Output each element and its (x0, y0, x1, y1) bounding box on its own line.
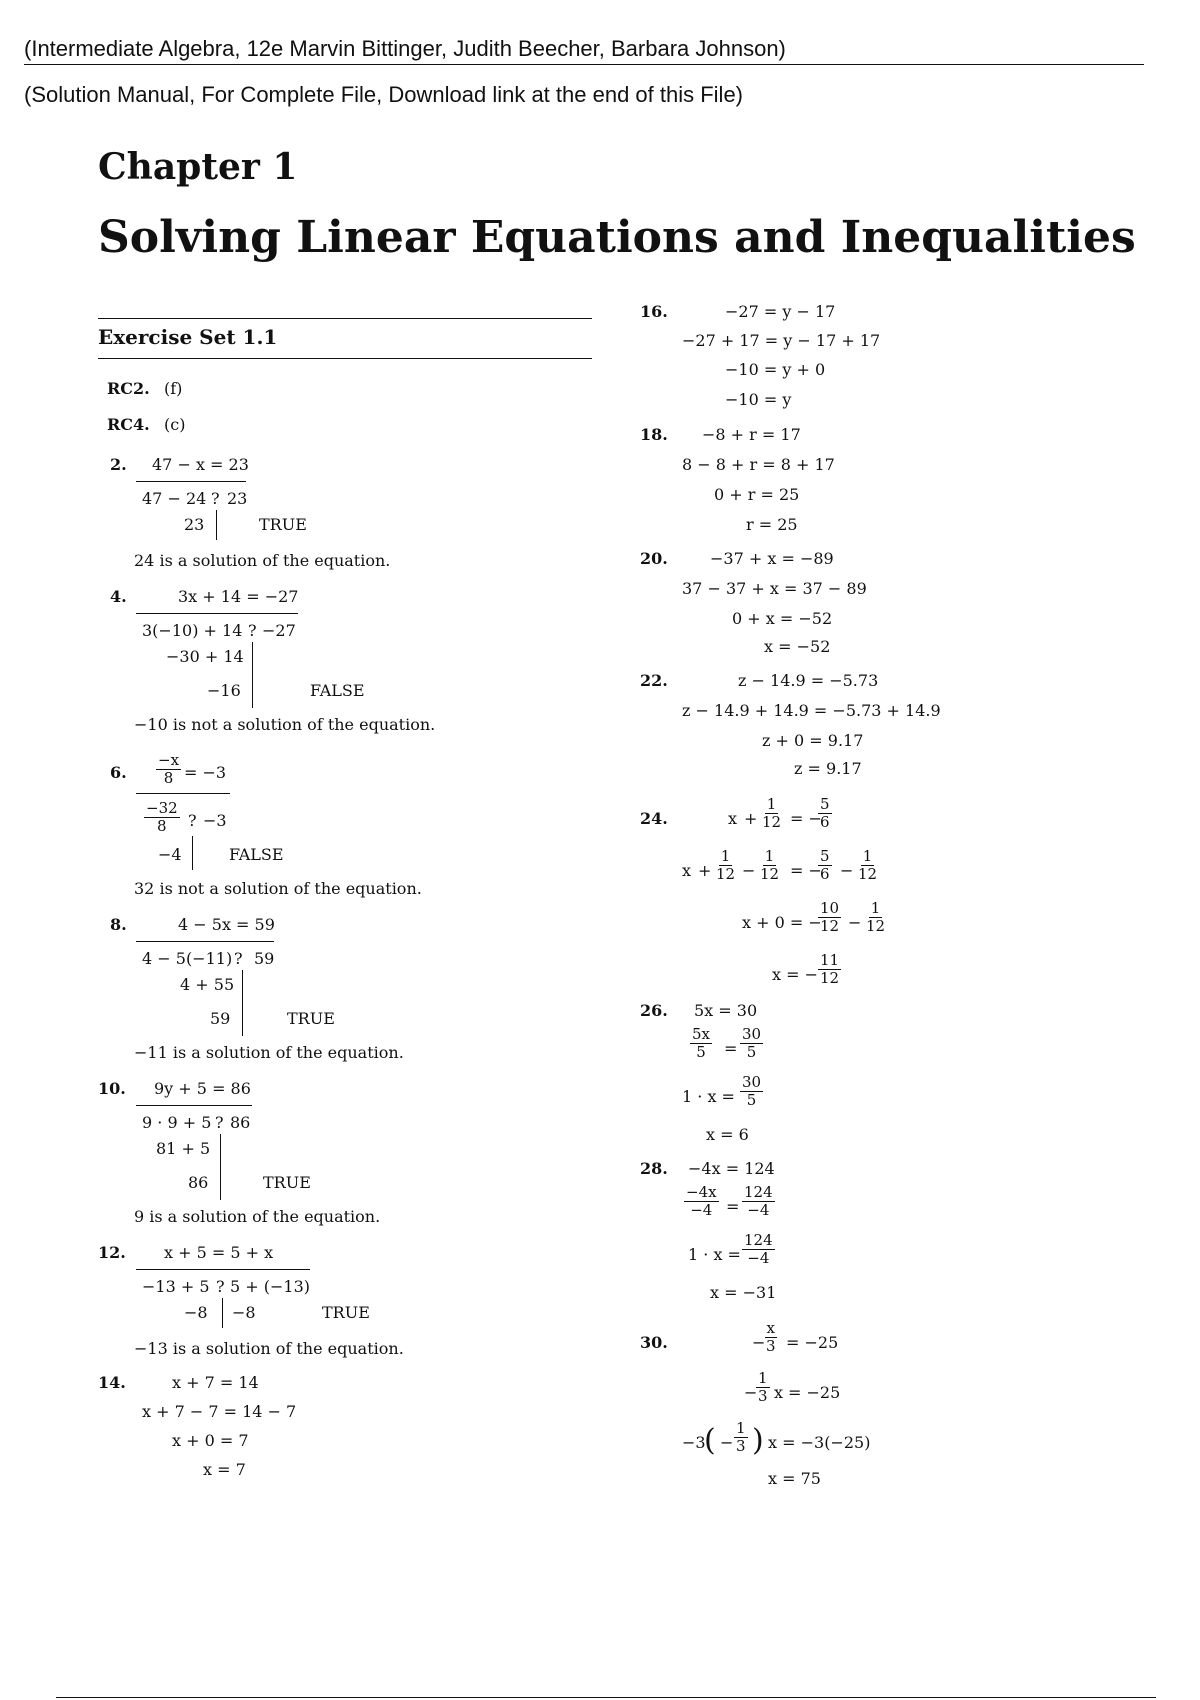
step: x = −3(−25) (768, 1433, 871, 1452)
problem-number: 22. (640, 671, 668, 690)
step: x = 6 (706, 1125, 749, 1144)
step: z = 9.17 (794, 759, 862, 778)
verdict: FALSE (229, 845, 284, 864)
step: 5x = 30 (694, 1001, 758, 1020)
conclusion: 24 is a solution of the equation. (134, 551, 391, 570)
step: 8 − 8 + r = 8 + 17 (682, 455, 835, 474)
equation: 47 − x = 23 (152, 455, 249, 474)
answer: (f) (164, 379, 183, 398)
conclusion: 32 is not a solution of the equation. (134, 879, 422, 898)
step: −10 = y (725, 390, 792, 409)
check-left: 47 − 24 (142, 489, 207, 508)
right-paren: ) (752, 1423, 764, 1458)
check-value: 23 (184, 515, 205, 534)
check-right: −27 (262, 621, 296, 640)
check-mark: ? (215, 1113, 224, 1132)
step: 1 · x = (682, 1087, 735, 1106)
check-mark: ? (216, 1277, 225, 1296)
answer: (c) (164, 415, 186, 434)
equation-rhs: = −3 (184, 763, 227, 782)
verdict: TRUE (259, 515, 307, 534)
check-rule (136, 1105, 252, 1106)
equals: = (724, 1039, 738, 1058)
check-value-left: −8 (184, 1303, 208, 1322)
operator: + (698, 861, 712, 880)
fraction: 5 6 (820, 795, 830, 831)
step: z + 0 = 9.17 (762, 731, 864, 750)
step: −27 = y − 17 (725, 302, 836, 321)
check-value: −16 (207, 681, 241, 700)
step: −8 + r = 17 (702, 425, 801, 444)
fraction: −4x −4 (686, 1183, 717, 1219)
problem-number: 8. (110, 915, 127, 934)
check-left: 3(−10) + 14 (142, 621, 243, 640)
fraction: 5 6 (820, 847, 830, 883)
check-mark: ? (188, 811, 197, 830)
step: −37 + x = −89 (710, 549, 834, 568)
operator: − (752, 1333, 766, 1352)
check-right: 5 + (−13) (230, 1277, 311, 1296)
exercise-set-title: Exercise Set 1.1 (98, 325, 278, 349)
check-divider (220, 1134, 221, 1200)
check-right: −3 (203, 811, 227, 830)
check-left: 9 · 9 + 5 (142, 1113, 212, 1132)
problem-number: 28. (640, 1159, 668, 1178)
equation: 4 − 5x = 59 (178, 915, 275, 934)
fraction: 30 5 (742, 1025, 762, 1061)
fraction: 30 5 (742, 1073, 762, 1109)
check-step: 81 + 5 (156, 1139, 211, 1158)
variable: x (774, 1383, 784, 1402)
conclusion: −13 is a solution of the equation. (134, 1339, 404, 1358)
check-rule (136, 481, 246, 482)
fraction: x 3 (766, 1319, 776, 1355)
verdict: TRUE (287, 1009, 335, 1028)
problem-number: 2. (110, 455, 127, 474)
source-header: (Intermediate Algebra, 12e Marvin Bittinger, Judith Beecher, Barbara Johnson) (24, 36, 1144, 65)
check-step: 4 + 55 (180, 975, 235, 994)
step: x = 75 (768, 1469, 821, 1488)
operator: − (720, 1433, 734, 1452)
footer-rule (56, 1697, 1156, 1698)
check-left: −13 + 5 (142, 1277, 210, 1296)
fraction: 1 12 (858, 847, 878, 883)
fraction: 124 −4 (744, 1183, 773, 1219)
problem-number: 18. (640, 425, 668, 444)
check-value: 86 (188, 1173, 209, 1192)
operator: − (742, 861, 756, 880)
step: x = − (772, 965, 819, 984)
step: x = −31 (710, 1283, 777, 1302)
check-value: −4 (158, 845, 182, 864)
check-divider (252, 642, 253, 708)
fraction: 1 12 (866, 899, 886, 935)
chapter-title: Solving Linear Equations and Inequalities (98, 212, 1136, 263)
problem-number: 30. (640, 1333, 668, 1352)
step: 0 + x = −52 (732, 609, 833, 628)
step: x + 7 − 7 = 14 − 7 (142, 1402, 297, 1421)
verdict: TRUE (263, 1173, 311, 1192)
conclusion: −10 is not a solution of the equation. (134, 715, 436, 734)
check-mark: ? (248, 621, 257, 640)
problem-number: 6. (110, 763, 127, 782)
equation: 9y + 5 = 86 (154, 1079, 251, 1098)
problem-number: 24. (640, 809, 668, 828)
fraction: 1 12 (716, 847, 736, 883)
check-mark: ? (234, 949, 243, 968)
check-divider (216, 510, 217, 540)
check-divider (192, 836, 193, 870)
fraction: 1 12 (762, 795, 782, 831)
check-right: 86 (230, 1113, 251, 1132)
operator: − (744, 1383, 758, 1402)
check-divider (242, 970, 243, 1036)
fraction: 5x 5 (692, 1025, 711, 1061)
problem-number: 14. (98, 1373, 126, 1392)
step: −4x = 124 (688, 1159, 775, 1178)
operator: − (840, 861, 854, 880)
operator: + (744, 809, 758, 828)
problem-number: 16. (640, 302, 668, 321)
left-paren: ( (704, 1423, 716, 1458)
coefficient: −3 (682, 1433, 706, 1452)
step: x + 0 = 7 (172, 1431, 249, 1450)
check-right: 59 (254, 949, 275, 968)
chapter-heading: Chapter 1 (98, 146, 298, 188)
fraction: 1 3 (758, 1369, 768, 1405)
rule-top (98, 318, 592, 319)
step: x + 0 = − (742, 913, 822, 932)
problem-number: RC4. (107, 415, 150, 434)
fraction: 1 12 (760, 847, 780, 883)
fraction: 1 3 (736, 1419, 746, 1455)
variable: x (728, 809, 738, 828)
check-step: −30 + 14 (166, 647, 244, 666)
step: 37 − 37 + x = 37 − 89 (682, 579, 867, 598)
fraction: 10 12 (820, 899, 840, 935)
equation-fraction: −x 8 (158, 751, 180, 787)
rhs: = −25 (788, 1383, 841, 1402)
verdict: FALSE (310, 681, 365, 700)
equation: x + 5 = 5 + x (164, 1243, 274, 1262)
check-divider (222, 1298, 223, 1328)
rule-bottom (98, 358, 592, 359)
step: x + 7 = 14 (172, 1373, 259, 1392)
step: r = 25 (746, 515, 798, 534)
check-rule (136, 793, 230, 794)
operator: − (848, 913, 862, 932)
problem-number: 20. (640, 549, 668, 568)
variable: x (682, 861, 692, 880)
problem-number: 26. (640, 1001, 668, 1020)
check-rule (136, 941, 274, 942)
step: 0 + r = 25 (714, 485, 800, 504)
check-rule (136, 1269, 310, 1270)
rhs: = −25 (786, 1333, 839, 1352)
fraction: 124 −4 (744, 1231, 773, 1267)
check-left: 4 − 5(−11) (142, 949, 233, 968)
step: z − 14.9 + 14.9 = −5.73 + 14.9 (682, 701, 941, 720)
equals-neg: = − (790, 809, 822, 828)
step: z − 14.9 = −5.73 (738, 671, 879, 690)
conclusion: 9 is a solution of the equation. (134, 1207, 381, 1226)
solution-manual-note: (Solution Manual, For Complete File, Download link at the end of this File) (24, 82, 744, 107)
problem-number: 10. (98, 1079, 126, 1098)
check-value: 59 (210, 1009, 231, 1028)
step: 1 · x = (688, 1245, 741, 1264)
step: −27 + 17 = y − 17 + 17 (682, 331, 881, 350)
check-right: 23 (227, 489, 248, 508)
equals: = (726, 1197, 740, 1216)
step: x = −52 (764, 637, 831, 656)
step: x = 7 (203, 1460, 246, 1479)
problem-number: RC2. (107, 379, 150, 398)
problem-number: 12. (98, 1243, 126, 1262)
equation: 3x + 14 = −27 (178, 587, 299, 606)
verdict: TRUE (322, 1303, 370, 1322)
step: −10 = y + 0 (725, 360, 826, 379)
conclusion: −11 is a solution of the equation. (134, 1043, 404, 1062)
fraction: 11 12 (820, 951, 840, 987)
equals-neg: = − (790, 861, 822, 880)
check-mark: ? (211, 489, 220, 508)
problem-number: 4. (110, 587, 127, 606)
check-value-right: −8 (232, 1303, 256, 1322)
check-fraction: −32 8 (146, 799, 178, 835)
check-rule (136, 613, 298, 614)
